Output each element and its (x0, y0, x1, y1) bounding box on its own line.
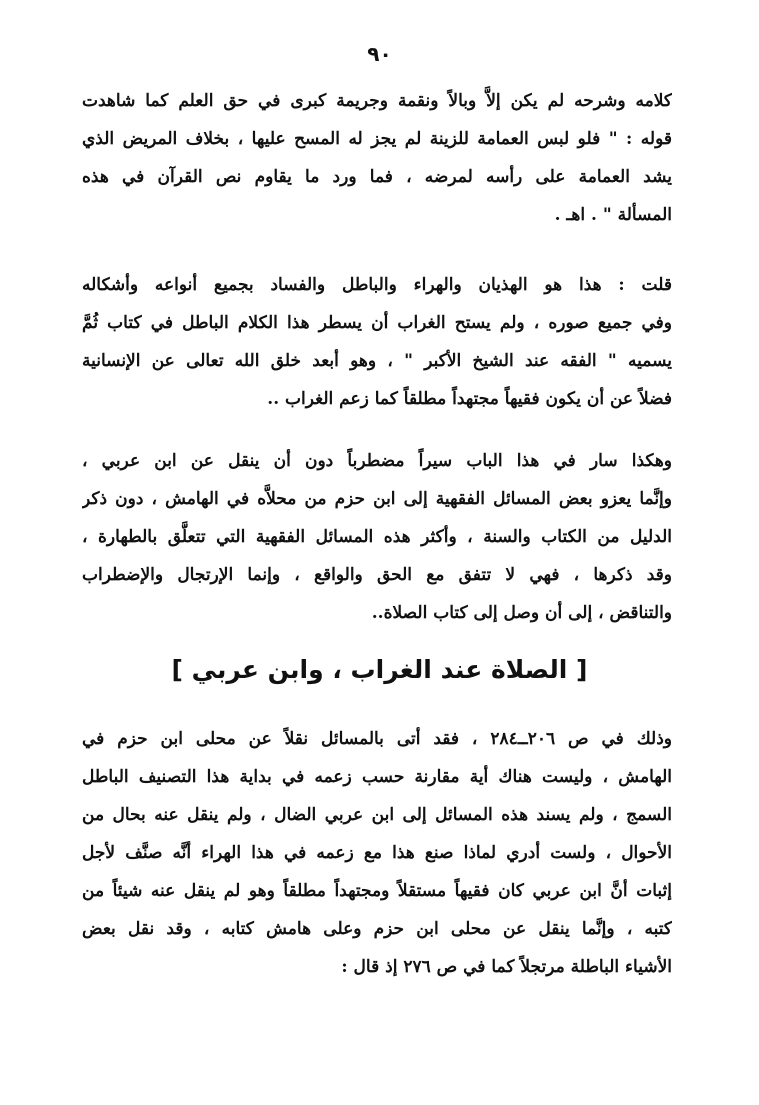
text-line: وإنَّما يعزو بعض المسائل الفقهية إلى ابن حزم من محلاَّه في الهامش ، دون ذكر (82, 489, 672, 509)
text-line: يسميه " الفقه عند الشيخ الأكبر " ، وهو أبعد خلق الله تعالى عن الإنسانية (82, 351, 672, 371)
text-line: السمج ، ولم يسند هذه المسائل إلى ابن عربي الضال ، ولم ينقل عنه بحال من (82, 805, 672, 825)
text-line: الأحوال ، ولست أدري لماذا صنع هذا مع زعمه في هذا الهراء أنَّه صنَّف لأجل (82, 843, 672, 863)
text-line: يشد العمامة على رأسه لمرضه ، فما ورد ما يقاوم نص القرآن في هذه (82, 167, 672, 187)
paragraph-4 (82, 720, 672, 986)
text-line: المسألة " . اهـ . (554, 205, 672, 225)
text-line: وقد ذكرها ، فهي لا تتفق مع الحق والواقع ، وإنما الإرتجال والإضطراب (82, 565, 672, 585)
text-line: وفي جميع صوره ، ولم يستح الغراب أن يسطر هذا الكلام الباطل في كتاب ثُمَّ (82, 313, 672, 333)
text-line: وذلك في ص ٢٠٦ــ٢٨٤ ، فقد أتى بالمسائل نقلاً عن محلى ابن حزم في (82, 729, 672, 749)
text-line: الأشياء الباطلة مرتجلاً كما في ص ٢٧٦ إذ قال : (341, 957, 672, 977)
paragraph-2 (82, 266, 672, 418)
text-line: والتناقض ، إلى أن وصل إلى كتاب الصلاة.. (371, 603, 672, 623)
section-heading: [ الصلاة عند الغراب ، وابن عربي ] (171, 655, 588, 684)
text-line: قوله : " فلو لبس العمامة للزينة لم يجز له المسح عليها ، بخلاف المريض الذي (82, 129, 672, 149)
text-line: قلت : هذا هو الهذيان والهراء والباطل والفساد بجميع أنواعه وأشكاله (82, 275, 672, 295)
text-line: فضلاً عن أن يكون فقيهاً مجتهداً مطلقاً كما زعم الغراب .. (267, 389, 672, 409)
paragraph-3 (82, 442, 672, 632)
text-line: كتبه ، وإنَّما ينقل عن محلى ابن حزم وعلى هامش كتابه ، وقد نقل بعض (82, 919, 672, 939)
text-line: إثبات أنَّ ابن عربي كان فقيهاً مستقلاً ومجتهداً مطلقاً وهو لم ينقل عنه شيئاً من (82, 881, 672, 901)
text-line: كلامه وشرحه لم يكن إلاَّ وبالاً ونقمة وجريمة كبرى في حق العلم كما شاهدت (82, 91, 672, 111)
text-line: الدليل من الكتاب والسنة ، وأكثر هذه المسائل الفقهية التي تتعلَّق بالطهارة ، (82, 527, 672, 547)
page-number: ٩٠ (367, 42, 392, 66)
paragraph-1 (82, 82, 672, 234)
text-line: الهامش ، وليست هناك أية مقارنة حسب زعمه في بداية هذا التصنيف الباطل (82, 767, 672, 787)
text-line: وهكذا سار في هذا الباب سيراً مضطرباً دون أن ينقل عن ابن عربي ، (82, 451, 672, 471)
